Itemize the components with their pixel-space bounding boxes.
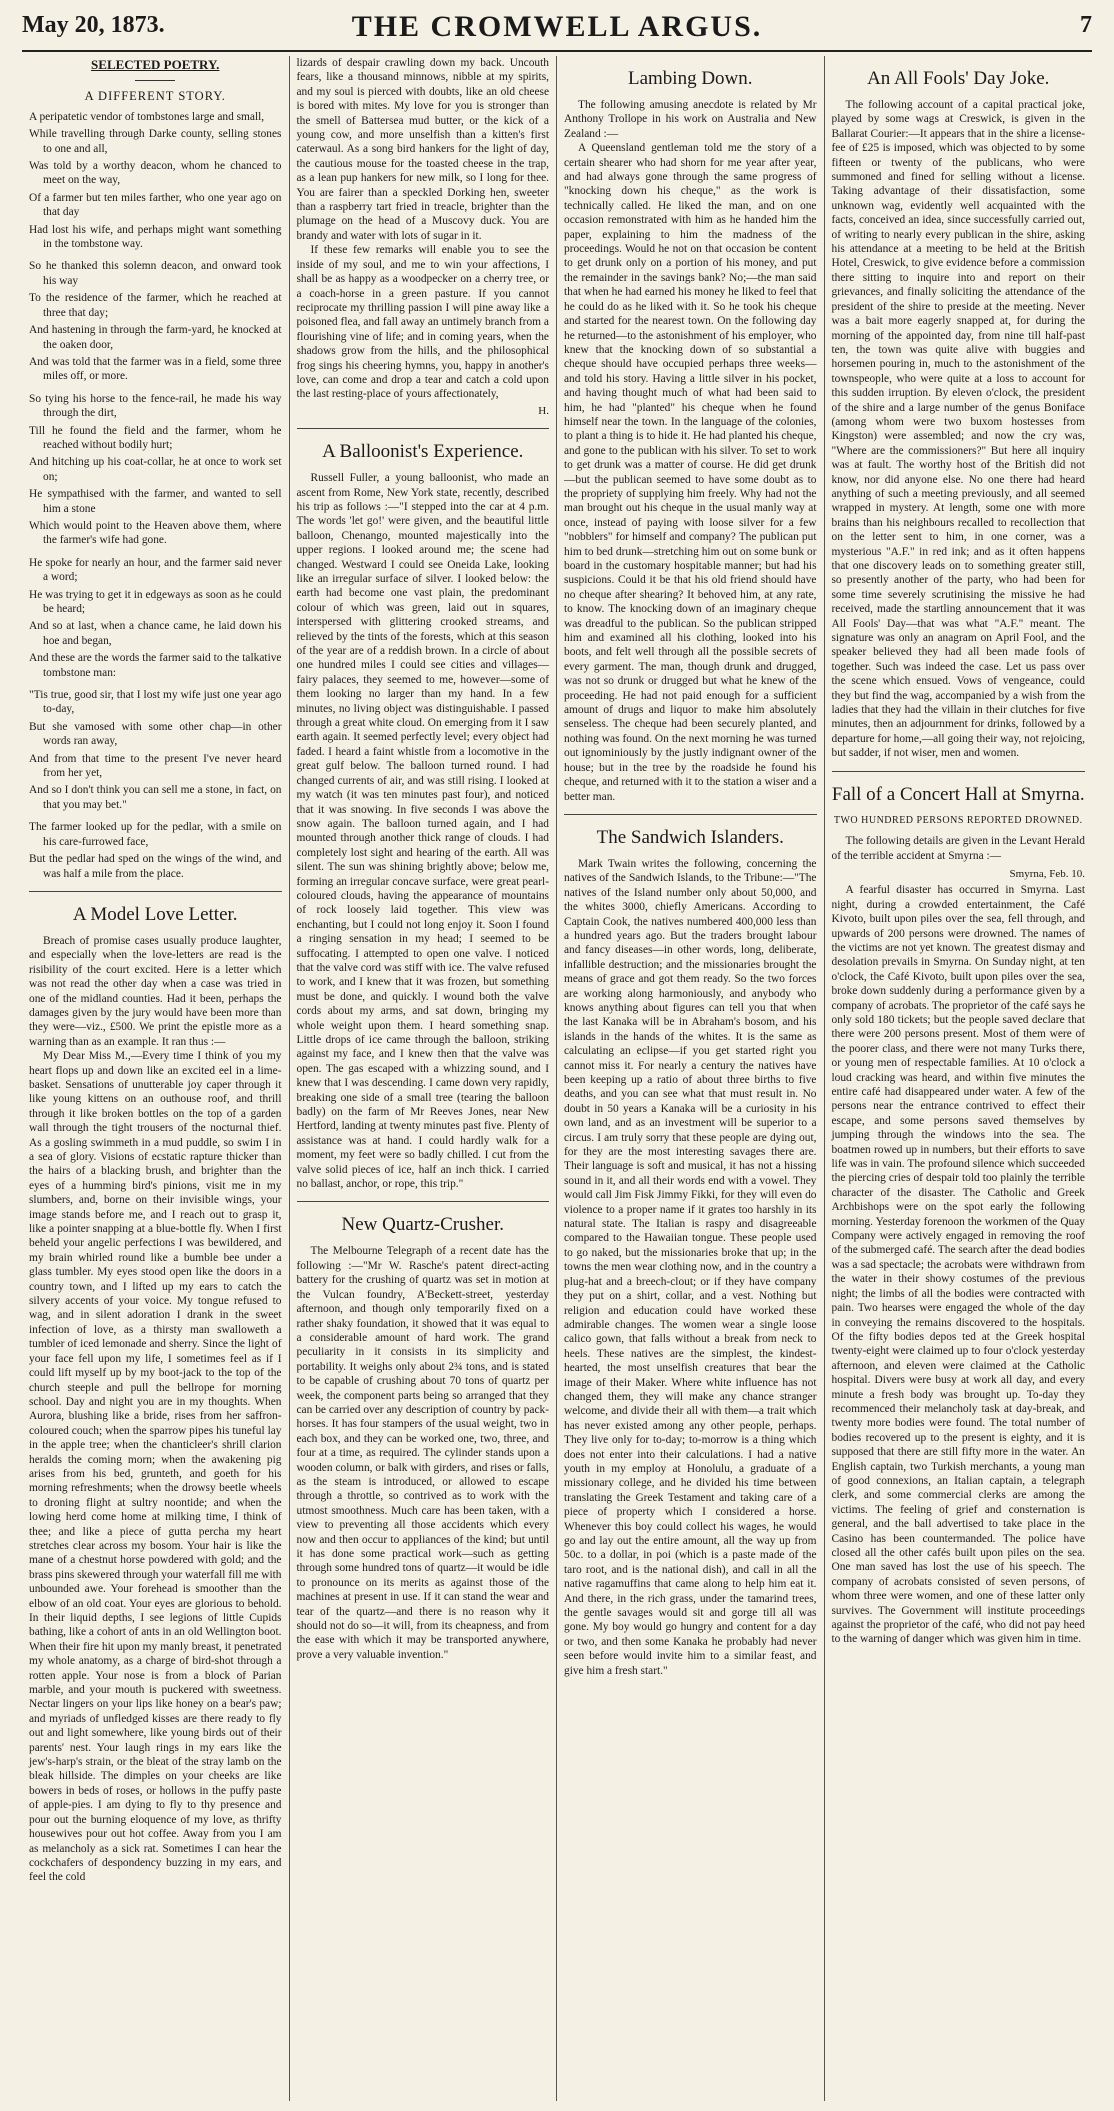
poem-line: And from that time to the present I've never heard from her yet, xyxy=(29,752,282,780)
poem-line: To the residence of the farmer, which he reached at three that day; xyxy=(29,292,282,319)
article-divider xyxy=(832,771,1086,772)
article-paragraph: A fearful disaster has occurred in Smyrna. Last night, during a crowded entertainment, the Café Kivoto, built upon piles over the sea, fell through, and upwards of 200 persons were drowned. The names of the victims are not yet known. The greatest dismay and desolation prevails in Smyrna. On Sunday night, at ten o'clock, the Café Kivoto, built upon piles over the sea, broke down suddenly during a performance given by a company of acrobats. The proprietor of the café says he only sold 180 tickets; but the people saved declare that there were 200 persons present. Most of them were of the poorer class, and there were not many Turks there, or young men of respectable families. At 10 o'clock a loud cracking was heard, and within five minutes the entire café had disappeared under water. A few of the persons near the entrance contrived to effect their escape, and some persons saved themselves by jumping through the windows into the sea. The boatmen rowed up in numbers, but their efforts to save life was in vain. The profound silence which succeeded the piercing cries of despair told too plainly the terrible character of the disaster. The Catholic and Greek Archbishops were on the spot early the following morning. Yesterday forenoon the workmen of the Quay Company were actively engaged in removing the roof of the submerged café. The search after the dead bodies was a sad spectacle; the acrobats were withdrawn from the water in their showy costumes of the previous night; the limbs of all the bodies were contracted with pain. Two hearses were engaged the whole of the day in conveying the remains discovered to the hospitals. Of the fifty bodies depos ted at the Greek hospital twenty-eight were claimed up to four o'clock yesterday afternoon, and eleven were claimed at the Catholic hospital. Divers were busy at work all day, and every minute a fresh body was brought up. To-day they recommenced their melancholy task at day-break, and twenty more bodies were found. The total number of bodies recovered up to the present is eighty, and it is supposed that there are still fifty more in the water. An English captain, two Turkish merchants, a young man of good connexions, an Italian captain, a telegraph clerk, and some commercial clerks are among the victims. The feeling of grief and consternation is general, and the ball advertised to take place in the Casino has been countermanded. The police have closed all the other cafés built upon piles on the sea. One man saved has lost the use of his speech. The company of acrobats consisted of seven persons, of whom three were women, and one of these latter only survives. The Government will institute proceedings against the proprietor of the café, who did not pay heed to the warning of danger which was given him in time. xyxy=(831,884,1085,1646)
poem-line: And so at last, when a chance came, he laid down his hoe and began, xyxy=(29,620,282,647)
section-rule xyxy=(135,80,175,81)
poem-line: So tying his horse to the fence-rail, he made his way through the dirt, xyxy=(29,392,282,420)
poem-line: But the pedlar had sped on the wings of the wind, and was half a mile from the place. xyxy=(29,853,282,880)
poem-line: Of a farmer but ten miles farther, who one year ago on that day xyxy=(29,191,282,219)
poem-line: And these are the words the farmer said to the talkative tombstone man: xyxy=(29,652,282,679)
poem-line: Was told by a worthy deacon, whom he chanced to meet on the way, xyxy=(29,160,282,187)
article-paragraph: Breach of promise cases usually produce laughter, and especially when the love-letters are read is the risibility of the court excited. Here is a letter which was not read the other day when a case was tried in one of the midland counties. Had it been, perhaps the damages given by the jury would have been more than they were—viz., £500. We print the epistle more as a warning than as an example. It ran thus :— xyxy=(29,934,282,1048)
poem-line: The farmer looked up for the pedlar, with a smile on his care-furrowed face, xyxy=(29,821,282,848)
poem-title: A DIFFERENT STORY. xyxy=(84,89,226,104)
article-paragraph: Mark Twain writes the following, concerning the natives of the Sandwich Islands, to the Tribune:—"The natives of the Island number only about 50,000, and the whites 3000, chiefly Americans. According to Captain Cook, the natives numbered 400,000 less than a hundred years ago. But the traders brought labour and fancy diseases—in other words, long, deliberate, infallible destruction; and the missionaries brought the means of grace and got them ready. So the two forces are working along harmoniously, and anybody who knows anything about figures can tell you that when the last Kanaka will be in Abraham's bosom, and his islands in the hands of the whites. It is the same as calculating an eclipse—if you get started right you cannot miss it. For nearly a century the natives have been keeping up a ratio of about three births to five deaths, and you can see what that must result in. No doubt in 50 years a Kanaka will be a curiosity in his own land, and as an investment will be superior to a circus. I am truly sorry that these people are dying out, for they are the most interesting savages there are. Their language is soft and musical, it has not a hissing sound in it, and all their words end with a vowel. They would call Jim Fisk Jimmy Fikki, for they will even do violence to a proper name if it grates too harshly in its natural state. The Italian is raspy and disagreeable compared to the Hawaiian tongue. These people used to go naked, but the missionaries broke that up; in the towns the men wear clothing now, and in the country a plug-hat and a breech-clout; or if they have company they put on a shirt, collar, and a vest. Nothing but religion and education could have worked these admirable changes. The women wear a single loose calico gown, that falls without a break from neck to heels. These natives are the simplest, the kindest-hearted, the most unselfish creatures that bear the image of their Maker. Where white influence has not changed them, they will make any chance stranger welcome, and divide their all with them—a trait which has never existed among any other people, perhaps. They live only for to-day; to-morrow is a thing which does not enter into their calculations. I had a native youth in my employ at Honolulu, a graduate of a missionary college, and he divided his time between translating the Greek Testament and taking care of a piece of property which I considered a horse. Whenever this boy could collect his wages, he would go and lay out the entire amount, all the way up from 50c. to a dollar, in poi (which is a paste made of the taro root, and is the national dish), and call in all the native ragamuffins that came along to help him eat it. And there, in the rich grass, under the tamarind trees, the gentle savages would sit and gorge till all was gone. My boy would go hungry and content for a day or two, and then some Kanaka he probably had never seen before would invite him to a similar feast, and give him a fresh start." xyxy=(564,857,817,1677)
poem-line: "Tis true, good sir, that I lost my wife just one year ago to-day, xyxy=(29,689,282,716)
column-1 xyxy=(22,56,290,2101)
article-title: Fall of a Concert Hall at Smyrna. xyxy=(831,783,1085,805)
article-divider xyxy=(297,1201,550,1202)
article-paragraph: The following details are given in the Levant Herald of the terrible accident at Smyrna :— xyxy=(831,835,1085,862)
masthead xyxy=(22,6,1092,52)
article-title: The Sandwich Islanders. xyxy=(596,826,784,848)
article-title: An All Fools' Day Joke. xyxy=(867,68,1050,89)
article-paragraph: The Melbourne Telegraph of a recent date has the following :—"Mr W. Rasche's patent direct-acting battery for the crushing of quartz was set in motion at the Vulcan foundry, A'Beckett-street, yesterday afternoon, and though only temporarily fixed on a rather shaky foundation, it showed that it was equal to a considerable amount of hard work. The grand peculiarity in it consists in its simplicity and portability. It weighs only about 2¾ tons, and is stated to be capable of crushing about 70 tons of quartz per week, the component parts being so arranged that they can be carried over any description of country by pack-horses. It has four stampers of the usual weight, two in each box, and they can be worked one, two, three, and four at a time, as required. The cylinder stands upon a wooden column, or balk with girders, and rises or falls, as the steam is introduced, or allowed to escape through a throttle, so contrived as to work with the utmost smoothness. Much care has been taken, with a view to preventing all those accidents which every now and then occur to appliances of the kind; but until it has done some practical work—such as getting through some hundred tons of quartz—it would be idle to pronounce on its merits as against those of the machines at present in use. If it can stand the wear and tear of the quartz—and there is no reason why it should not do so—it will, from its cheapness, and from the ease with which it may be transported anywhere, prove a very valuable invention." xyxy=(296,1245,549,1661)
poem-line: Which would point to the Heaven above them, where the farmer's wife had gone. xyxy=(29,519,282,547)
poem-line: So he thanked this solemn deacon, and onward took his way xyxy=(29,260,282,287)
poem-line: He spoke for nearly an hour, and the farmer said never a word; xyxy=(29,556,282,584)
poem-line: And hastening in through the farm-yard, he knocked at the oaken door, xyxy=(29,324,282,351)
page-number: 7 xyxy=(1080,12,1092,38)
article-paragraph: A Queensland gentleman told me the story of a certain shearer who had shorn for me year after year, and had always gone through the same progress of "knocking down his cheque," as the work is technically called. He liked the man, and on one occasion remonstrated with him as he handed him the paper, explaining to him the madness of the proceedings. Would he not on that occasion be content to get drunk only on a portion of his money, and put the remainder in the savings bank? No;—the man said that when he had earned his money he liked to feel that he could do as he liked with it. So he took his cheque and started for the nearest town. On the following day he returned—to the astonishment of his employer, who knew that the knocking down of so substantial a cheque should have occupied perhaps three weeks—and told his story. Having a little silver in his pocket, and having thought much of what had been said to him, he had "planted" his cheque when he found himself near the town. In the language of the colonies, to plant a thing is to hide it. He had planted his cheque, and gone to the publican with his silver. To set to work to get drunk was a matter of course. He did get drunk—but the publican seemed to have some doubt as to the propriety of supplying him freely. Why had not the man brought out his cheque in the usual manly way at once, instead of paying with loose silver for a few "nobblers" for himself and company? The publican put him to bed drunk—stretching him out on some bunk or board in the customary hospitable manner; but had his suspicions. Could it be that his old friend should have no cheque after shearing? It behoved him, at any rate, to know. The knocking down of an imaginary cheque was dreadful to the publican. So the publican stripped him and examined all his clothing, looked into his boots, and felt well through all the possible secrets of every garment. The man, though drunk and drugged, was not so drunk or drugged but what he knew of the proceeding. He had not paid enough for a sufficient amount of drugs and liquor to make him absolutely senseless. The cheque had been securely planted, and nothing was found. On the next morning he was turned out ignominiously by the justly indignant owner of the house; but in the tree by the roadside he found his cheque, and returned with it to the station a wiser and a better man. xyxy=(564,142,817,803)
issue-date: May 20, 1873. xyxy=(22,12,165,38)
article-paragraph: The following account of a capital practical joke, played by some wags at Creswick, is given in the Ballarat Courier:—It appears that in the shire a license-fee of £25 is imposed, which was objected to by some fifteen or twenty of the publicans, who were summoned and fined for selling without a license. Taking advantage of their dissatisfaction, some unknown wag, evidently well acquainted with the facts, conceived an idea, since successfully carried out, of writing to nearly every publican in the shire, asking his attendance at a meeting to be held at the British Hotel, Creswick, to give evidence before a commission there sitting to inquire into and report on their grievances, and finally soliciting the attendance of the president of the shire to preside at the meeting. Never was a bait more eagerly snapped at, for during the morning of the appointed day, from nine till half-past ten, the town was quite alive with buggies and horsemen pouring in, much to the astonishment of the townspeople, who were quite at a loss to account for this sudden irruption. By eleven o'clock, the president of the shire and a large number of the genus Boniface (among whom were two buxom hostesses from Kingston) were assembled; and now the cry was, "Where are the commissioners?" But here all inquiry was at fault. The worthy host of the British did not know, nor did anyone else. No one there had heard anything of such a meeting previously, and all seemed wrapped in mystery. At length, some one with more brains than his neighbours recalled to recollection that on the letter sent to him, in one corner, was a mysterious "A.F." in red ink; and as it often happens that one discovery leads on to something greater still, so presently another of the party, who had been for some time severely scrutinising the missive he had received, made the startling announcement that it was All Fools' Day—that was what "A.F." meant. The signature was only an anagram on April Fool, and the speaker believed they had all been made fools of together. Such was indeed the case. Let us pass over the scene which ensued. Vows of vengeance, could they but find the wag, accompanied by a wish from the ladies that they had the villain in their clutches for five minutes, then an adjournment for drinks, followed by a departure for home,—all going their way, not rejoicing, but sadder, if not wiser, men and women. xyxy=(831,99,1085,760)
section-title: SELECTED POETRY. xyxy=(91,57,220,72)
poem xyxy=(29,110,282,881)
poem-line: A peripatetic vendor of tombstones large and small, xyxy=(29,110,265,123)
dateline: Smyrna, Feb. 10. xyxy=(1009,867,1085,880)
article-divider xyxy=(564,814,817,815)
poem-line: Had lost his wife, and perhaps might want something in the tombstone way. xyxy=(29,223,282,251)
article-paragraph: My Dear Miss M.,—Every time I think of you my heart flops up and down like an excited eel in a lime-basket. Sensations of unutterable joy caper through it like young kittens on an outhouse roof, and thrill through it like broken bottles on the top of a garden wall through the tight trousers of the nocturnal thief. As a gosling swimmeth in a mud puddle, so swim I in a sea of glory. Visions of ecstatic rapture thicker than the hairs of a blacking brush, and brighter than the eyes of a humming bird's pinions, visit me in my slumbers, and, borne on their invisible wings, your image stands before me, and I reach out to grasp it, like a pointer snapping at a blue-bottle fly. When I first beheld your angelic perfections I was bewildered, and my brain whirled round like a bumble bee under a glass tumbler. My eyes stood open like the doors in a country town, and I lifted up my ears to catch the silvery accents of your voice. My tongue refused to wag, and in silent adoration I drank in the sweet infection of love, as a thirsty man swalloweth a tumbler of iced lemonade and sherry. Since the light of your face fell upon my life, I sometimes feel as if I could lift myself up by my boot-jack to the top of the church steeple and pull the bellrope for morning school. Day and night you are in my thoughts. When Aurora, blushing like a bride, rises from her saffron-coloured couch; when the sparrow pipes his tuneful lay in the apple tree; when the chanticleer's shrill clarion heralds the coming morn; when the awakening pig arises from his bed, grunteth, and goeth for his morning refreshments; when the drowsy beetle wheels to droning flight at sultry noontide; and when the lowing herd come home at milking time, I think of thee; and like a piece of gutta percha my heart stretches clear across my bosom. Your hair is like the mane of a chestnut horse powdered with gold; and the brass pins skewered through your waterfall fill me with unbounded awe. Your forehead is smoother than the elbow of an old coat. Your eyes are glorious to behold. In their liquid depths, I see legions of little Cupids bathing, like a cohort of ants in an old Wellington boot. When their fire hit upon my manly breast, it penetrated my whole anatomy, as a charge of bird-shot through a rotten apple. Your nose is from a block of Parian marble, and your mouth is puckered with sweetness. Nectar lingers on your lips like honey on a bear's paw; and myriads of unfledged kisses are there ready to fly out and light somewhere, like young birds out of their parents' nest. Your laugh rings in my ears like the jew's-harp's strain, or the bleat of the stray lamb on the bleak hillside. The dimples on your cheeks are like bowers in beds of roses, or hollows in the puffy paste of apple-pies. I am dying to fly to thy presence and pour out the burning eloquence of my love, as thrifty housewives pour out hot coffee. Away from you I am as melancholy as a sick rat. Sometimes I can hear the cockchafers of despondency buzzing in my ears, and feel the cold xyxy=(29,1050,282,1884)
article-title: Lambing Down. xyxy=(627,68,753,89)
article-title: A Balloonist's Experience. xyxy=(322,441,524,463)
column-3 xyxy=(557,56,825,2101)
article-subheading: TWO HUNDRED PERSONS REPORTED DROWNED. xyxy=(833,814,1083,826)
poem-line: While travelling through Darke county, selling stones to one and all, xyxy=(29,128,282,155)
poem-line: Till he found the field and the farmer, whom he reached without bodily hurt; xyxy=(29,424,282,451)
poem-line: And so I don't think you can sell me a stone, in fact, on that you may bet." xyxy=(29,784,282,811)
article-title: New Quartz-Crusher. xyxy=(341,1214,504,1236)
article-paragraph: Russell Fuller, a young balloonist, who made an ascent from Rome, New York state, recently, described his trip as follows :—"I stepped into the car at 4 p.m. The words 'let go!' were given, and the beautiful little balloon, Chenango, mounted majestically into the upper regions. I looked around me; the scene had changed. Westward I could see Oneida Lake, looking like an irregular surface of silver. I looked below: the earth had become one vast plain, the predominant colour of which was green, laid out in squares, interspersed with glittering crooked streams, and relieved by the tints of the forests, which at this season of the year are of a reddish brown. In a circle of about one hundred miles I could see cities and villages—fairy palaces, they seemed to me, however—some of them looking no larger than my hand. In a few minutes, no living object was distinguishable. I passed through a great white cloud. On emerging from it I saw earth again. It seemed perfectly level; every object had faded. I heard a faint whistle from a locomotive in the great gulf below. The balloon turned round. I had changed currents of air, and was still rising. I looked at my watch (it was ten minutes past four), and noticed that it was snowing. In five seconds I was above the snow again. The balloon turned again, and I had mounted through another thick range of clouds. I had completely lost sight and hearing of the earth. All was silent. The sun was shining brightly above; below me, forming an irregular concave surface, were great pearl-coloured clouds, having the appearance of mountains of rock loosely laid together. This view was enchanting, but I could not long enjoy it. Soon I found a ringing sensation in my head; I seemed to be suffocating. I attempted to open one valve. I noticed that the valve cord was stiff with ice. The valve refused to work, and I knew that it was frozen, but something must be done, and quickly. I wound both the valve cords about my arms, and sat down, bringing my whole weight upon them. I heard something snap. Little drops of ice came through the balloon, striking against my face, and I knew then that the valve was open. The gas escaped with a whizzing sound, and I knew that I was descending. I came down very rapidly, breaking one side of a small tree (tearing the balloon badly) on the farm of Mr Reeves Jones, near New Hertford, landing at twenty minutes past five. Plenty of assistance was at hand. I could hardly walk for a moment, my feet were so badly chilled. I cut from the valve solid pieces of ice, half an inch thick. I carried no ballast, anchor, or rope, this trip." xyxy=(296,472,549,1191)
newspaper-title: THE CROMWELL ARGUS. xyxy=(351,10,763,43)
article-divider xyxy=(29,891,282,892)
article-paragraph: The following amusing anecdote is related by Mr Anthony Trollope in his work on Australia and New Zealand :— xyxy=(564,99,817,140)
poem-line: And hitching up his coat-collar, he at once to work set on; xyxy=(29,456,282,483)
poem-line: And was told that the farmer was in a field, some three miles off, or more. xyxy=(29,355,282,383)
article-columns xyxy=(22,56,1092,2101)
poem-line: He sympathised with the farmer, and wanted to sell him a stone xyxy=(29,488,282,515)
article-paragraph: lizards of despair crawling down my back. Uncouth fears, like a thousand minnows, nibble at my spirits, and my soul is pierced with doubts, like an old cheese is bored with mites. My love for you is stronger than the smell of Battersea mud butter, or the kick of a young cow, and more unselfish than a kitten's first caterwaul. As a song bird hankers for the light of day, the cautious mouse for the toasted cheese in the trap, as a lean pup hankers for new milk, so I long for thee. You are fairer than a speckled Dorking hen, sweeter than a raspberry tart fried in treacle, brighter than the plumage on the head of a Muscovy duck. You are brandy and water with lots of sugar in it. xyxy=(296,57,549,242)
column-4 xyxy=(825,56,1093,2101)
letter-signature: H. xyxy=(538,404,549,417)
poem-line: But she vamosed with some other chap—in other words ran away, xyxy=(29,720,282,748)
article-divider xyxy=(297,428,550,429)
column-2 xyxy=(290,56,558,2101)
article-title: A Model Love Letter. xyxy=(72,903,238,925)
poem-line: He was trying to get it in edgeways as soon as he could be heard; xyxy=(29,588,282,615)
article-paragraph: If these few remarks will enable you to see the inside of my soul, and me to win your affections, I shall be as happy as a woodpecker on a cherry tree, or a coach-horse in a green pasture. If you cannot reciprocate my thrilling passion I will pine away like a poisoned flea, and fall away an untimely branch from a flourishing vine of life; and in coming years, when the shadows grow from the hills, and the philosophical frog sings his cheering hymns, you, happy in another's love, can come and drop a tear and catch a cold upon the last resting-place of yours affectionately, xyxy=(296,244,549,401)
